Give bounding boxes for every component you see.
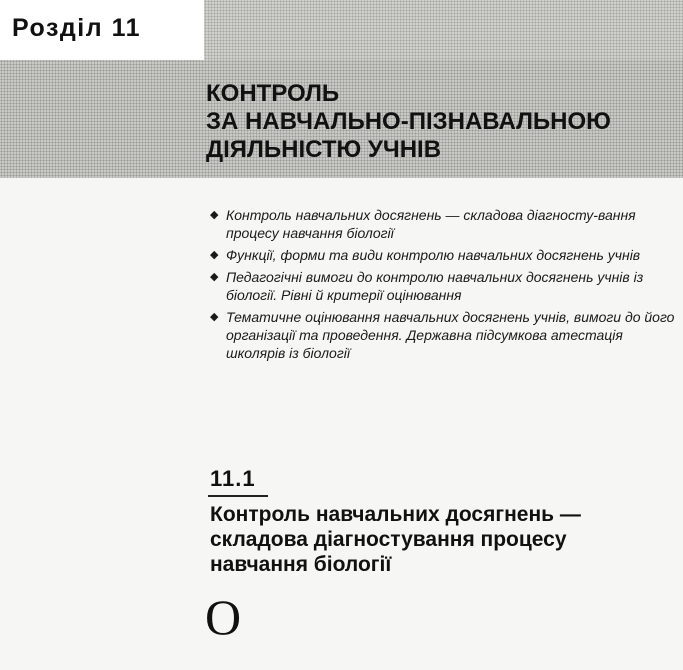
section-title: Контроль навчальних досягнень — складова діагностування процесу навчання біології: [210, 503, 581, 576]
chapter-title-line: ЗА НАВЧАЛЬНО-ПІЗНАВАЛЬНОЮ: [206, 108, 611, 135]
drop-cap: О: [205, 589, 242, 645]
topic-text: Тематичне оцінювання навчальних досягнень учнів, вимоги до його організації та проведення. Державна підсумкова атестація школярів із біології: [226, 309, 675, 361]
section-number: 11.1: [210, 466, 256, 491]
topic-item: [210, 246, 680, 264]
chapter-topics-list: [210, 206, 680, 366]
diamond-bullet-icon: ◆: [210, 249, 219, 261]
diamond-bullet-icon: ◆: [210, 311, 219, 323]
section-label: Розділ 11: [12, 14, 141, 42]
topic-item: [210, 308, 680, 362]
section-divider: [208, 495, 268, 497]
chapter-title: [206, 80, 676, 164]
topic-item: [210, 268, 680, 304]
topic-item: [210, 206, 680, 242]
section-tab: [0, 0, 204, 60]
topic-text: Педагогічні вимоги до контролю навчальних досягнень учнів із біології. Рівні й критерії оцінювання: [226, 269, 644, 303]
diamond-bullet-icon: ◆: [210, 209, 219, 221]
header-band-top: [204, 0, 683, 60]
topic-text: Контроль навчальних досягнень — складова діагносту-вання процесу навчання біології: [226, 207, 636, 241]
chapter-title-line: КОНТРОЛЬ: [206, 80, 340, 107]
diamond-bullet-icon: ◆: [210, 271, 219, 283]
topic-text: Функції, форми та види контролю навчальних досягнень учнів: [226, 247, 641, 263]
chapter-title-line: ДІЯЛЬНІСТЮ УЧНІВ: [206, 136, 442, 163]
